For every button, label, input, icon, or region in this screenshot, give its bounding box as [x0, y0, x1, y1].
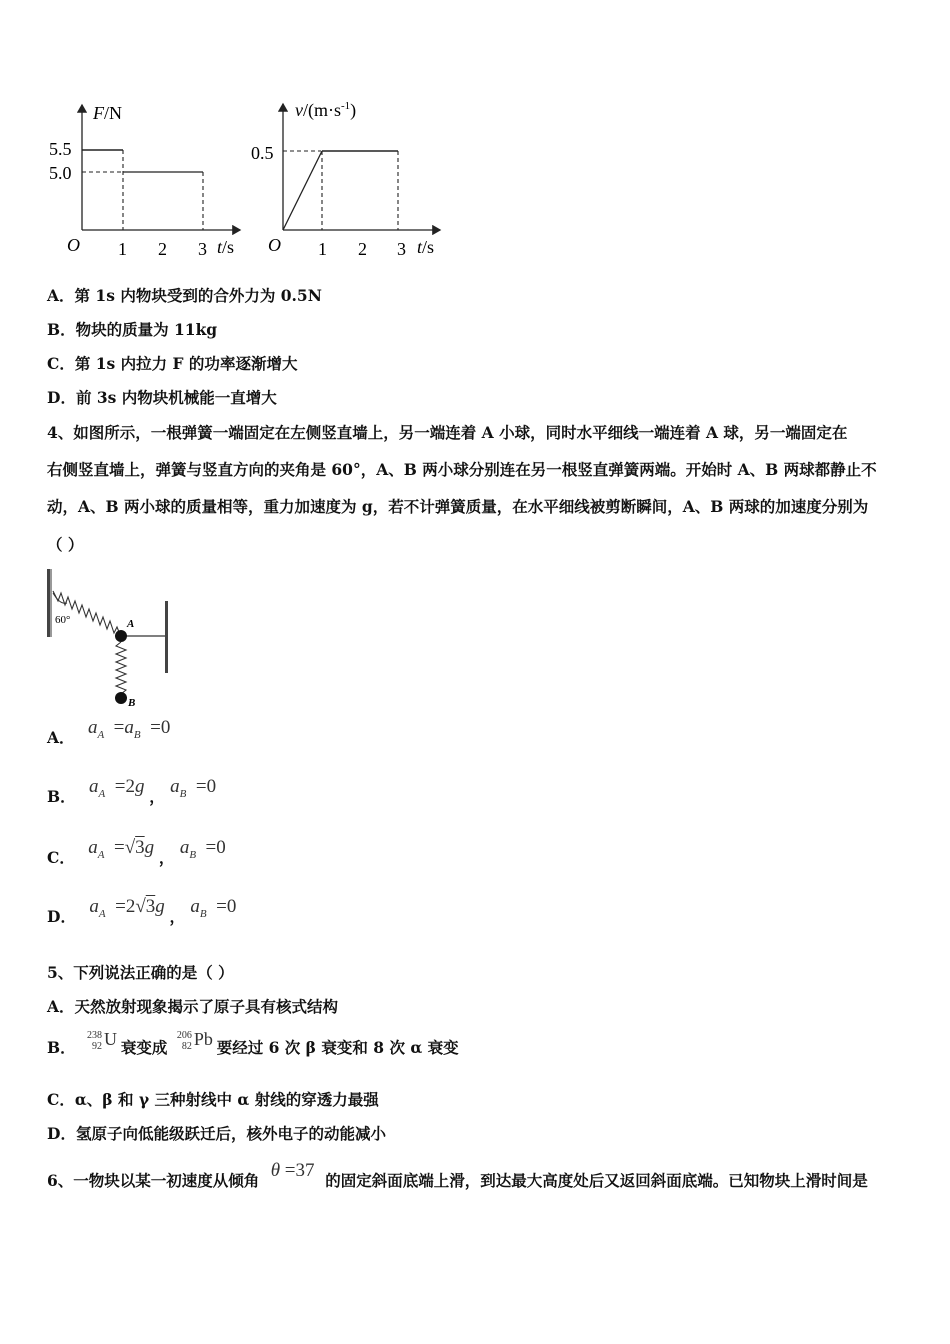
q3-option-d: D．前 3s 内物块机械能一直增大	[47, 388, 277, 407]
q4-stem-line-3: 动，A、B 两小球的质量相等，重力加速度为 g，若不计弹簧质量，在水平细线被剪断瞬间，A、B 两球的加速度分别为	[47, 497, 869, 516]
q6-stem: 6、一物块以某一初速度从倾角 θ =37 的固定斜面底端上滑，到达最大高度处后又返回斜面底端。已知物块上滑时间是	[47, 1160, 868, 1190]
velocity-origin: O	[268, 235, 281, 255]
q4-option-a: A． $a_A =a_B =0$	[47, 717, 171, 747]
velocity-tick-x3: 3	[397, 239, 406, 259]
q4-stem-line-4: （ ）	[47, 535, 84, 554]
uranium-isotope: 238 92 U	[87, 1029, 118, 1053]
lead-isotope: 206 82 Pb	[176, 1029, 213, 1053]
q4-stem-line-1: 4、如图所示，一根弹簧一端固定在左侧竖直墙上，另一端连着 A 小球，同时水平细线一端连着 A 球，另一端固定在	[47, 423, 848, 442]
q5-option-c: C．α、β 和 γ 三种射线中 α 射线的穿透力最强	[47, 1090, 379, 1109]
velocity-tick-x1: 1	[318, 239, 327, 259]
force-tick-5.0: 5.0	[49, 163, 72, 183]
right-wall	[165, 601, 168, 673]
velocity-ylabel: $v/(m\cdot s^{-1})$	[295, 100, 357, 120]
force-tick-5.5: 5.5	[49, 139, 72, 159]
velocity-ramp	[283, 151, 322, 230]
label-a: A	[127, 618, 135, 630]
force-origin: O	[67, 235, 80, 255]
spring-ball-figure	[40, 565, 180, 715]
q4-option-c: C． $a_A =√3g$ ， $a_B =0$	[47, 837, 226, 867]
q5-option-a: A．天然放射现象揭示了原子具有核式结构	[47, 997, 339, 1016]
force-tick-x2: 2	[158, 239, 167, 259]
ball-a	[115, 630, 127, 642]
force-xlabel: t/s	[217, 237, 235, 257]
q5-option-d: D．氢原子向低能级跃迁后，核外电子的动能减小	[47, 1124, 386, 1143]
force-tick-x3: 3	[198, 239, 207, 259]
velocity-time-graph	[245, 92, 450, 264]
force-ylabel: F/N	[93, 103, 122, 123]
q4-option-b: B． $a_A =2g$ ， $a_B =0$	[47, 776, 217, 806]
q4-option-d: D． $a_A =2√3g$ ， $a_B =0$	[47, 896, 237, 926]
velocity-tick-x2: 2	[358, 239, 367, 259]
ball-b	[115, 692, 127, 704]
q3-option-c: C．第 1s 内拉力 F 的功率逐渐增大	[47, 354, 298, 373]
vertical-spring	[116, 642, 126, 694]
q3-option-b: B．物块的质量为 11kg	[47, 320, 218, 339]
velocity-xlabel: t/s	[417, 237, 435, 257]
angle-label: 60°	[55, 614, 71, 626]
velocity-tick-0.5: 0.5	[251, 143, 274, 163]
q4-stem-line-2: 右侧竖直墙上，弹簧与竖直方向的夹角是 60°，A、B 两小球分别连在另一根竖直弹簧两端。开始时 A、B 两球都静止不	[47, 460, 877, 479]
label-b: B	[128, 697, 136, 709]
q5-title: 5、下列说法正确的是（ ）	[47, 963, 234, 982]
q5-option-b: B． 238 92 U 衰变成 206 82 Pb 要经过 6 次 β 衰变和 8 次 α 衰变	[47, 1029, 459, 1057]
q3-option-a: A．第 1s 内物块受到的合外力为 0.5N	[47, 286, 322, 305]
force-tick-x1: 1	[118, 239, 127, 259]
force-time-graph	[45, 95, 250, 265]
